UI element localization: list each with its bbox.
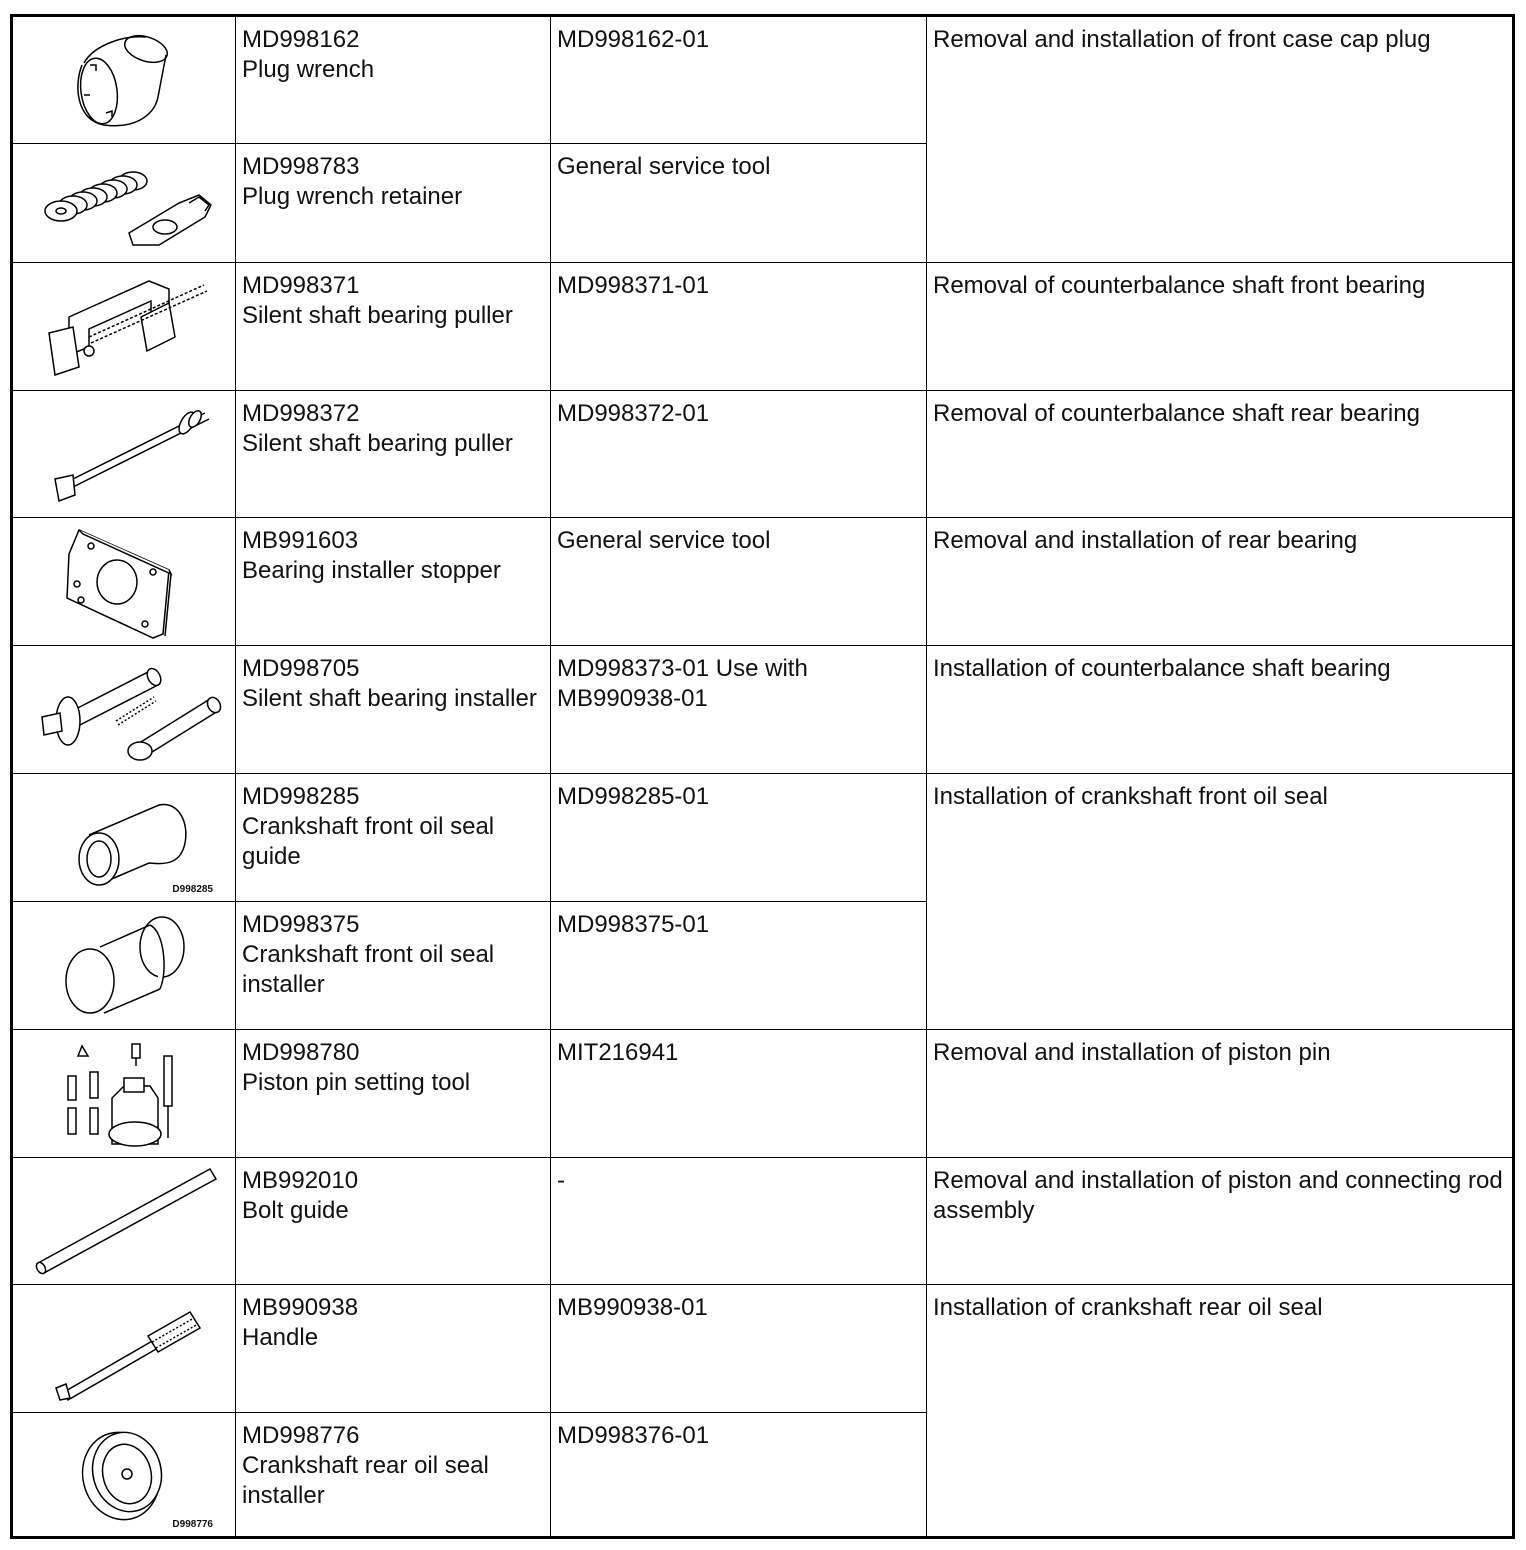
plug-wrench-retainer-icon: [29, 153, 219, 253]
tool-number-cell: [236, 902, 551, 1030]
tool-illustration: [12, 518, 236, 646]
tool-number-cell: [236, 263, 551, 391]
table-row: [12, 1158, 1514, 1285]
tool-number-cell: [236, 518, 551, 646]
table-row: [12, 1030, 1514, 1158]
application-cell: Installation of counterbalance shaft bearing: [927, 646, 1514, 774]
supersession-cell: MD998375-01: [551, 902, 927, 1030]
tool-illustration: [12, 1413, 236, 1538]
application-cell: Removal and installation of piston and connecting rod assembly: [927, 1158, 1514, 1285]
tool-number: MD998371: [242, 272, 360, 299]
plug-wrench-icon: [54, 25, 194, 135]
supersession-cell: MD998376-01: [551, 1413, 927, 1538]
image-code: D998776: [172, 1519, 213, 1530]
supersession-cell: MD998371-01: [551, 263, 927, 391]
tool-number-cell: [236, 391, 551, 518]
oil-seal-installer-icon: [44, 911, 204, 1021]
piston-pin-tool-icon: [54, 1034, 194, 1154]
tool-number: MB990938: [242, 1294, 359, 1321]
application-cell: Removal and installation of piston pin: [927, 1030, 1514, 1158]
tool-name: Crankshaft rear oil seal installer: [242, 1452, 489, 1509]
tool-illustration: [12, 263, 236, 391]
tool-illustration: [12, 902, 236, 1030]
tool-number: MD998285: [242, 783, 360, 810]
table-row: [12, 646, 1514, 774]
table-row: [12, 1285, 1514, 1413]
tool-number-cell: [236, 16, 551, 144]
tool-illustration: [12, 144, 236, 263]
tool-illustration: [12, 1158, 236, 1285]
tool-number: MD998780: [242, 1039, 360, 1066]
tool-number: MD998776: [242, 1422, 360, 1449]
tool-illustration: [12, 646, 236, 774]
image-code: D998285: [172, 884, 213, 895]
tool-number: MD998372: [242, 400, 360, 427]
tool-name: Handle: [242, 1324, 319, 1351]
bearing-puller-rear-icon: [29, 399, 219, 509]
tool-number-cell: [236, 1413, 551, 1538]
tool-illustration: [12, 391, 236, 518]
tool-name: Silent shaft bearing puller: [242, 430, 513, 457]
rear-oil-seal-installer-icon: [49, 1420, 199, 1530]
application-cell: Removal of counterbalance shaft rear bearing: [927, 391, 1514, 518]
bolt-guide-icon: [24, 1163, 224, 1279]
supersession-cell: MB990938-01: [551, 1285, 927, 1413]
supersession-cell: General service tool: [551, 518, 927, 646]
tool-number-cell: [236, 1158, 551, 1285]
tool-number: MD998705: [242, 655, 360, 682]
tool-name: Bolt guide: [242, 1197, 349, 1224]
tool-name: Plug wrench retainer: [242, 183, 463, 210]
application-cell: Removal and installation of rear bearing: [927, 518, 1514, 646]
table-row: [12, 391, 1514, 518]
bearing-installer-icon: [24, 655, 224, 765]
table-row: [12, 518, 1514, 646]
tool-illustration: [12, 774, 236, 902]
tool-name: Silent shaft bearing puller: [242, 302, 513, 329]
handle-icon: [34, 1294, 214, 1404]
tool-number-cell: [236, 774, 551, 902]
tool-number-cell: [236, 144, 551, 263]
tool-number: MD998162: [242, 26, 360, 53]
tool-name: Bearing installer stopper: [242, 557, 501, 584]
tool-number: MB991603: [242, 527, 359, 554]
oil-seal-guide-icon: [49, 783, 199, 893]
special-tools-table: [10, 14, 1515, 1539]
supersession-cell: MD998285-01: [551, 774, 927, 902]
supersession-cell: General service tool: [551, 144, 927, 263]
table-row: [12, 263, 1514, 391]
tool-number-cell: [236, 1285, 551, 1413]
tool-name: Plug wrench: [242, 56, 375, 83]
tool-number: MD998375: [242, 911, 360, 938]
application-cell: Installation of crankshaft rear oil seal: [927, 1285, 1514, 1538]
supersession-cell: MD998373-01 Use with MB990938-01: [551, 646, 927, 774]
tool-name: Silent shaft bearing installer: [242, 685, 537, 712]
table-row: [12, 16, 1514, 144]
supersession-cell: -: [551, 1158, 927, 1285]
table-row: [12, 774, 1514, 902]
supersession-cell: MD998162-01: [551, 16, 927, 144]
tool-illustration: [12, 16, 236, 144]
tool-illustration: [12, 1285, 236, 1413]
tool-number-cell: [236, 646, 551, 774]
tool-number-cell: [236, 1030, 551, 1158]
tool-number: MB992010: [242, 1167, 359, 1194]
tool-number: MD998783: [242, 153, 360, 180]
application-cell: Removal of counterbalance shaft front bearing: [927, 263, 1514, 391]
supersession-cell: MD998372-01: [551, 391, 927, 518]
tool-illustration: [12, 1030, 236, 1158]
tool-name: Crankshaft front oil seal installer: [242, 941, 495, 998]
installer-stopper-plate-icon: [59, 524, 189, 640]
bearing-puller-front-icon: [29, 267, 219, 387]
application-cell: Removal and installation of front case cap plug: [927, 16, 1514, 263]
tool-name: Piston pin setting tool: [242, 1069, 471, 1096]
application-cell: Installation of crankshaft front oil seal: [927, 774, 1514, 1030]
supersession-cell: MIT216941: [551, 1030, 927, 1158]
tool-name: Crankshaft front oil seal guide: [242, 813, 495, 870]
